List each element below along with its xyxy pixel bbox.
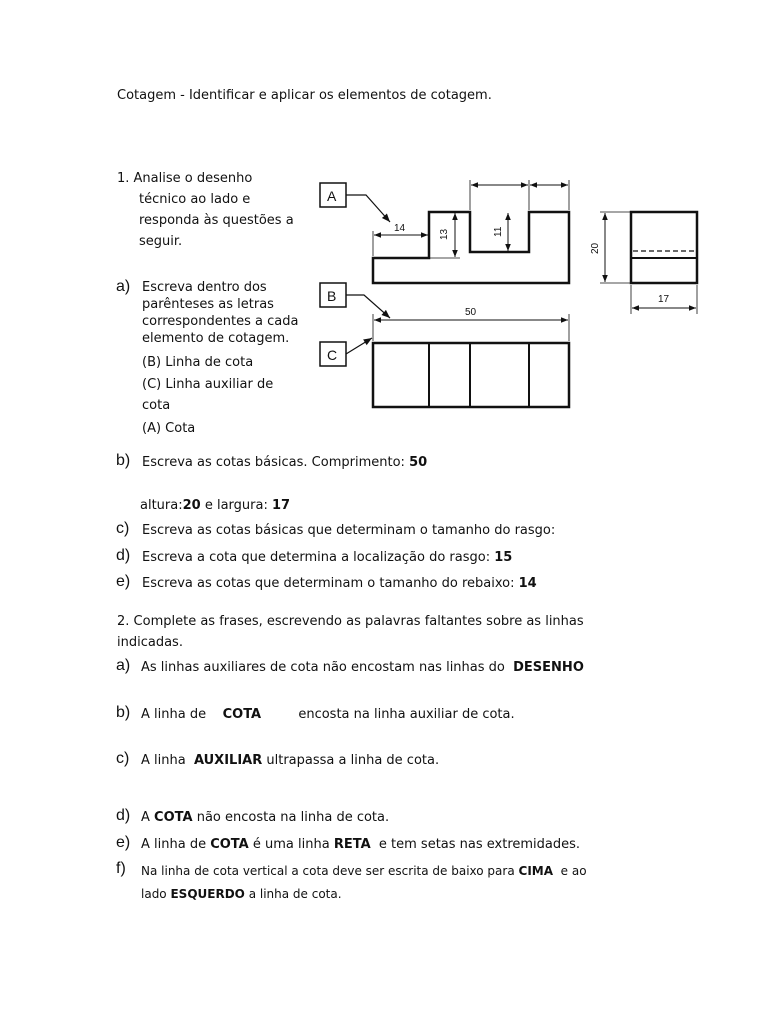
q2b-text: A linha de COTA encosta na linha auxiliar de cota. — [141, 707, 515, 722]
q2e-answer-2: RETA — [333, 837, 371, 852]
q1a-line-1: Escreva dentro dos — [142, 280, 267, 295]
dim-20: 20 — [590, 242, 601, 254]
page-title: Cotagem - Identificar e aplicar os elementos de cotagem. — [117, 88, 492, 103]
q1-intro-line-1: 1. Analise o desenho — [117, 171, 253, 186]
q1-intro-line-2: técnico ao lado e — [139, 192, 251, 207]
q1e-answer: 14 — [518, 576, 537, 591]
q2c-answer: AUXILIAR — [193, 753, 263, 768]
q2-intro-line-2: indicadas. — [117, 635, 183, 650]
leader-b — [346, 295, 390, 318]
dim-14: 14 — [394, 223, 406, 234]
q2d-label: d) — [116, 807, 131, 824]
dim-50: 50 — [465, 307, 477, 318]
dim-17: 17 — [658, 294, 670, 305]
q2c-label: c) — [116, 750, 130, 767]
q1e-text: Escreva as cotas que determinam o tamanho do rebaixo: 14 — [142, 576, 537, 591]
q1a-line-3: correspondentes a cada — [142, 314, 299, 329]
q1b-label: b) — [116, 452, 131, 469]
q2e-label: e) — [116, 834, 131, 851]
q1-intro-line-4: seguir. — [139, 234, 183, 249]
q1b-comprimento: 50 — [409, 455, 428, 470]
q1a-line-4: elemento de cotagem. — [142, 331, 290, 346]
q1e-label: e) — [116, 573, 131, 590]
q2b-answer: COTA — [222, 707, 262, 722]
q1a-item-b: (B) Linha de cota — [142, 355, 254, 370]
dim-11: 11 — [493, 226, 504, 237]
box-c-letter: C — [327, 347, 338, 363]
q1a-item-c-cont: cota — [142, 398, 171, 413]
q2f-label: f) — [116, 860, 126, 877]
leader-a — [346, 195, 390, 222]
q2a-text: As linhas auxiliares de cota não encostam nas linhas do DESENHO — [141, 660, 584, 675]
q1b-largura: 17 — [272, 498, 291, 513]
q2f-line-2: lado ESQUERDO a linha de cota. — [141, 887, 342, 901]
q1d-answer: 15 — [494, 550, 513, 565]
q2f-answer-2: ESQUERDO — [170, 887, 245, 901]
q1c-text: Escreva as cotas básicas que determinam o tamanho do rasgo: — [142, 523, 556, 538]
q1d-label: d) — [116, 547, 131, 564]
q1c-label: c) — [116, 520, 130, 537]
q2e-answer-1: COTA — [210, 837, 249, 852]
side-view-outline — [631, 212, 697, 283]
q1a-label: a) — [116, 278, 131, 295]
q2c-text: A linha AUXILIAR ultrapassa a linha de cota. — [141, 753, 440, 768]
q1a-line-2: parênteses as letras — [142, 297, 274, 312]
q2b-label: b) — [116, 704, 131, 721]
q2d-answer: COTA — [154, 810, 193, 825]
q1d-text: Escreva a cota que determina a localização do rasgo: 15 — [142, 550, 513, 565]
q1b-altura-largura: altura:20 e largura: 17 — [140, 498, 291, 513]
q1a-item-c: (C) Linha auxiliar de — [142, 377, 274, 392]
q2a-label: a) — [116, 657, 131, 674]
box-a-letter: A — [327, 188, 337, 204]
leader-c — [346, 338, 372, 354]
dim-13: 13 — [439, 228, 450, 240]
q2f-answer-1: CIMA — [518, 864, 554, 878]
box-b-letter: B — [327, 288, 337, 304]
q2d-text: A COTA não encosta na linha de cota. — [141, 810, 390, 825]
q1a-item-a: (A) Cota — [142, 421, 196, 436]
q2-intro-line-1: 2. Complete as frases, escrevendo as palavras faltantes sobre as linhas — [117, 614, 584, 629]
q2a-answer: DESENHO — [513, 660, 584, 675]
q1-intro-line-3: responda às questões a — [139, 213, 294, 228]
q1b-text: Escreva as cotas básicas. Comprimento: 50 — [142, 455, 428, 470]
q1b-altura: 20 — [182, 498, 201, 513]
q2f-line-1: Na linha de cota vertical a cota deve ser escrita de baixo para CIMA e ao — [141, 864, 587, 878]
q2e-text: A linha de COTA é uma linha RETA e tem setas nas extremidades. — [141, 837, 581, 852]
